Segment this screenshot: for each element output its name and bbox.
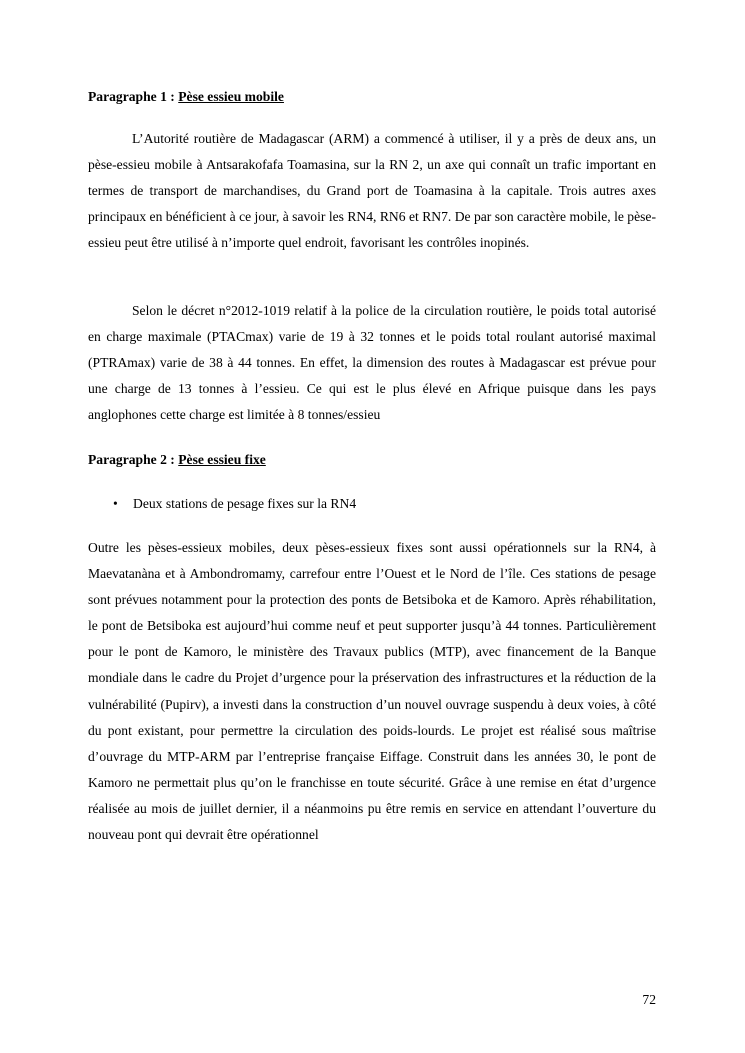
section-1-heading (88, 87, 656, 107)
section-2-heading-title: Pèse essieu fixe (178, 452, 266, 467)
section-1-heading-title: Pèse essieu mobile (178, 89, 284, 104)
bullet-icon: • (113, 496, 118, 511)
section-1-heading-prefix: Paragraphe 1 : (88, 89, 179, 104)
bullet-text: Deux stations de pesage fixes sur la RN4 (133, 496, 357, 511)
section-2-paragraph: Outre les pèses-essieux mobiles, deux pèses-essieux fixes sont aussi opérationnels sur la RN4, à Maevatanàna et à Ambondromamy, carrefour entre l’Ouest et le Nord de l’île. Ces stations de pesage sont prévues notamment pour la protection des ponts de Betsiboka et de Kamoro. Après réhabilitation, le pont de Betsiboka est aujourd’hui comme neuf et peut supporter jusqu’à 44 tonnes. Particulièrement pour le pont de Kamoro, le ministère des Travaux publics (MTP), avec financement de la Banque mondiale dans le cadre du Projet d’urgence pour la préservation des infrastructures et la réduction de la vulnérabilité (Pupirv), a investi dans la construction d’un nouvel ouvrage suspendu à deux voies, à côté du pont existant, pour permettre la circulation des poids-lourds. Le projet est réalisé sous maîtrise d’ouvrage du MTP-ARM par l’entreprise française Eiffage. Construit dans les années 30, le pont de Kamoro ne permettait plus qu’on le franchisse en toute sécurité. Grâce à une remise en état d’urgence réalisée au mois de juillet dernier, il a néanmoins pu être remis en service en attendant l’ouverture du nouveau pont qui devrait être opérationnel (88, 540, 656, 843)
section-2-heading-prefix: Paragraphe 2 : (88, 452, 179, 467)
section-2-heading (88, 450, 656, 470)
page-number: 72 (642, 992, 656, 1007)
section-1-paragraph-2: Selon le décret n°2012-1019 relatif à la police de la circulation routière, le poids total autorisé en charge maximale (PTACmax) varie de 19 à 32 tonnes et le poids total roulant autorisé maximal (PTRAmax) varie de 38 à 44 tonnes. En effet, la dimension des routes à Madagascar est prévue pour une charge de 13 tonnes à l’essieu. Ce qui est le plus élevé en Afrique puisque dans les pays anglophones cette charge est limitée à 8 tonnes/essieu (88, 303, 656, 423)
section-1-paragraph-1: L’Autorité routière de Madagascar (ARM) a commencé à utiliser, il y a près de deux ans, un pèse-essieu mobile à Antsarakofafa Toamasina, sur la RN 2, un axe qui connaît un trafic important en termes de transport de marchandises, du Grand port de Toamasina à la capitale. Trois autres axes principaux en bénéficient à ce jour, à savoir les RN4, RN6 et RN7. De par son caractère mobile, le pèse-essieu peut être utilisé à n’importe quel endroit, favorisant les contrôles inopinés. (88, 131, 656, 251)
